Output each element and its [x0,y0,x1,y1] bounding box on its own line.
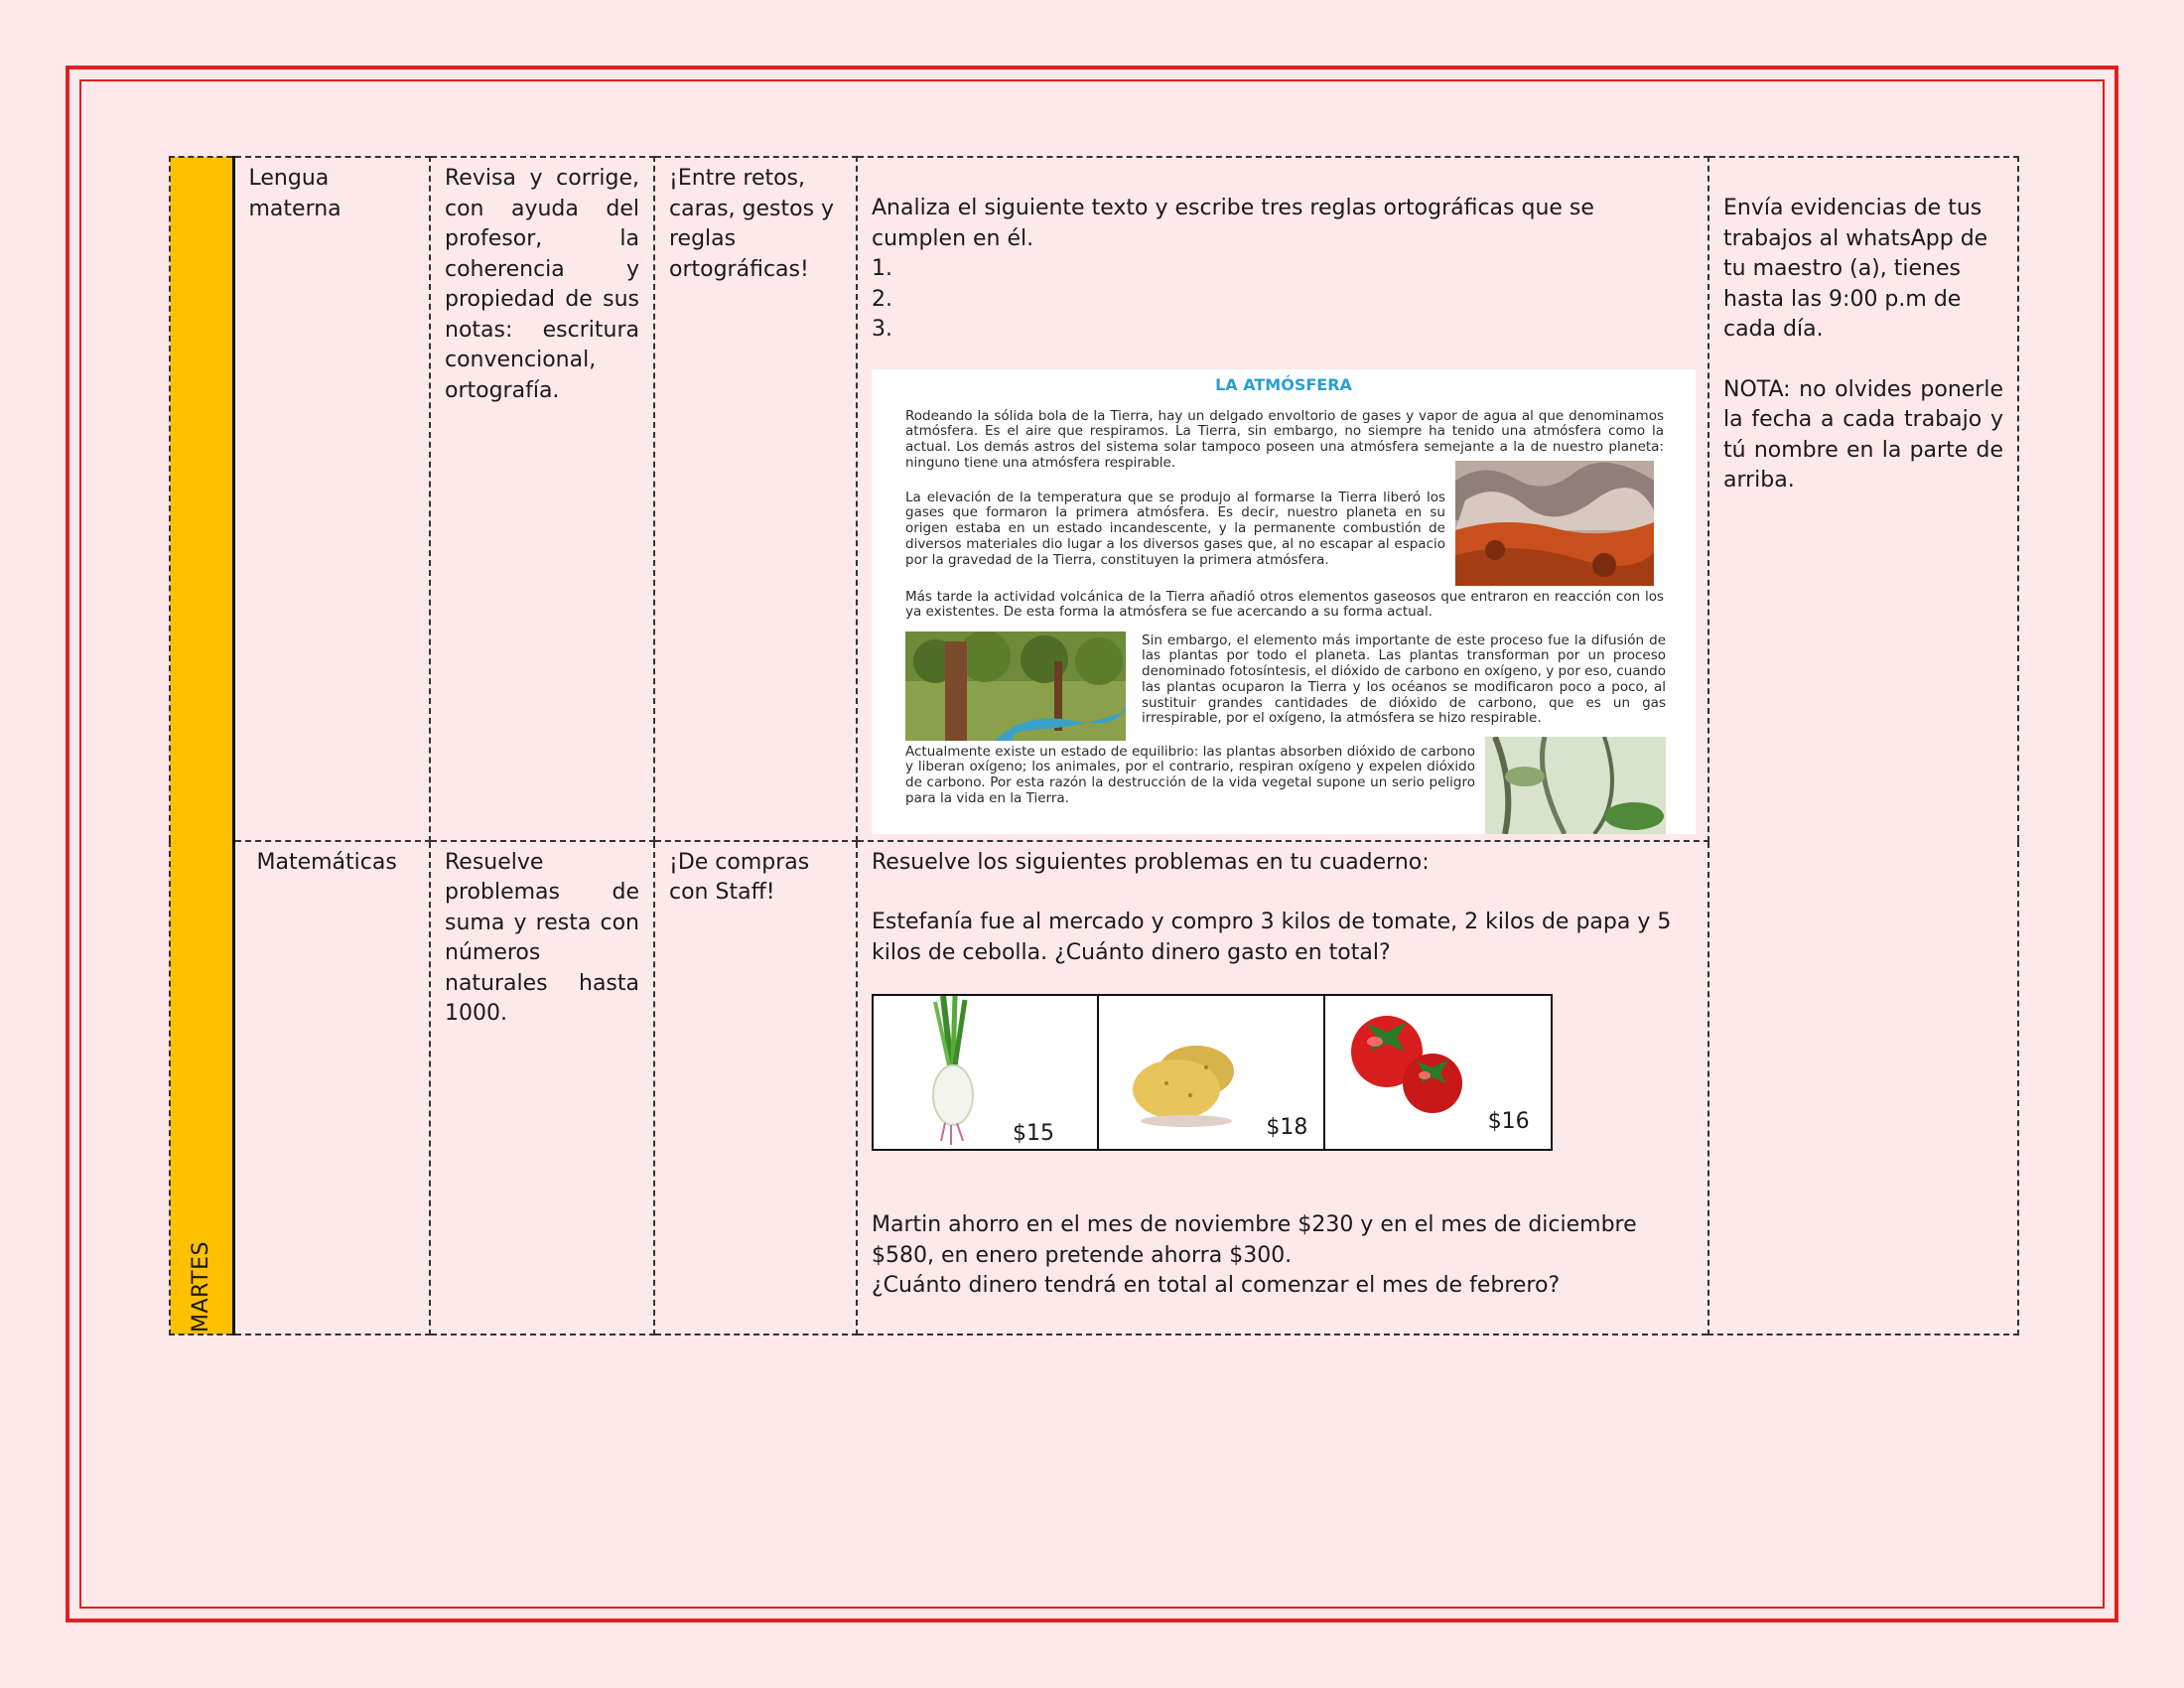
learning-text: Resuelve problemas de suma y resta con números naturales hasta 1000. [445,849,639,1026]
jungle-illustration [1485,737,1666,834]
article-title: LA ATMÓSFERA [1215,374,1352,394]
potato-price-card [1099,996,1324,1149]
onion-price-card [874,996,1099,1149]
subject-cell [233,157,430,841]
problem-2: Martin ahorro en el mes de noviembre $230 y en el mes de diciembre $580, en enero pretende ahorra $300. [872,1212,1637,1268]
rule-line-1: 1. [872,256,892,281]
tomato-icon [1345,1002,1484,1121]
activity-cell [857,157,1708,841]
article-paragraph-3: Más tarde la actividad volcánica de la Tierra añadió otros elementos gaseosos que entraron en reacción con los ya existentes. De esta forma la atmósfera se fue acercando a su forma actual. [905,588,1664,621]
article-paragraph-2: La elevación de la temperatura que se produjo al formarse la Tierra liberó los gases que formaron la primera atmósfera. Es decir, nuestro planeta en su origen estaba en un estado incandescente, y la permanente combustión de diversos materiales dio lugar a los diversos gases que, al no escapar al espacio por la gravedad de la Tierra, constituyen la primera atmósfera. [905,489,1445,568]
problem-2-question: ¿Cuánto dinero tendrá en total al comenzar el mes de febrero? [872,1273,1561,1298]
subject-cell [233,841,430,1335]
activity-title: ¡De compras con Staff! [669,849,810,905]
subject-label: Matemáticas [256,849,397,875]
price-images [872,994,1553,1151]
problem-1: Estefanía fue al mercado y compro 3 kilos de tomate, 2 kilos de papa y 5 kilos de cebolla. ¿Cuánto dinero gasto en total? [872,910,1672,965]
day-column [170,157,233,1335]
activity-cell [857,841,1708,1335]
activity-title: ¡Entre retos, caras, gestos y reglas ortográficas! [669,166,835,282]
learning-text: Revisa y corrige, con ayuda del profesor, la coherencia y propiedad de sus notas: escritura convencional, ortografía. [445,166,639,403]
lesson-plan-table [169,156,2019,1336]
potato-price: $18 [1266,1115,1308,1140]
day-label: MARTES [188,1241,213,1334]
onion-price: $15 [1013,1121,1054,1146]
volcanic-earth-illustration [1455,461,1654,586]
forest-river-illustration [905,632,1126,741]
article-paragraph-1: Rodeando la sólida bola de la Tierra, hay un delgado envoltorio de gases y vapor de agua al que denominamos atmósfera. Es el aire que respiramos. La Tierra, sin embargo, no siempre ha tenido una atmósfera como la actual. Los demás astros del sistema solar tampoco poseen una atmósfera semejante a la de nuestro planeta: ninguno tiene una atmósfera respirable. [905,407,1664,471]
article-paragraph-5: Actualmente existe un estado de equilibrio: las plantas absorben dióxido de carbono y liberan oxígeno; los animales, por el contrario, respiran oxígeno y expelen dióxido de carbono. Por esta razón la destrucción de la vida vegetal supone un serio peligro para la vida en la Tierra. [905,743,1475,806]
table-row [170,157,2018,841]
onion-icon [893,996,1003,1149]
tomato-price: $16 [1487,1109,1530,1134]
subject-label: Lengua materna [248,166,341,221]
reminder-note: NOTA: no olvides ponerle la fecha a cada trabajo y tú nombre en la parte de arriba. [1723,376,2003,492]
rule-line-3: 3. [872,317,892,342]
article-paragraph-4: Sin embargo, el elemento más importante de este proceso fue la difusión de las plantas por todo el planeta. Las plantas transforman por un proceso denominado fotosíntesis, el dióxido de carbono en oxígeno, y por eso, cuando las plantas ocuparon la Tierra y los océanos se modificaron poco a poco, al sustituir grandes cantidades de dióxido de carbono, que es un gas irrespirable, por el oxígeno, la atmósfera se hizo respirable. [1142,632,1666,727]
rule-line-2: 2. [872,286,892,312]
activity-instruction: Analiza el siguiente texto y escribe tres reglas ortográficas que se cumplen en él. [872,196,1594,251]
potato-icon [1127,1024,1246,1143]
activity-title-cell [654,157,857,841]
learning-cell [430,157,654,841]
learning-cell [430,841,654,1335]
activity-title-cell [654,841,857,1335]
tomato-price-card [1325,996,1551,1149]
evidence-note: Envía evidencias de tus trabajos al whatsApp de tu maestro (a), tienes hasta las 9:00 p.m de cada día. [1723,196,1988,342]
atmosphere-article-image [872,369,1696,834]
notes-cell [1708,157,2018,1335]
problems-intro: Resuelve los siguientes problemas en tu cuaderno: [872,849,1430,875]
